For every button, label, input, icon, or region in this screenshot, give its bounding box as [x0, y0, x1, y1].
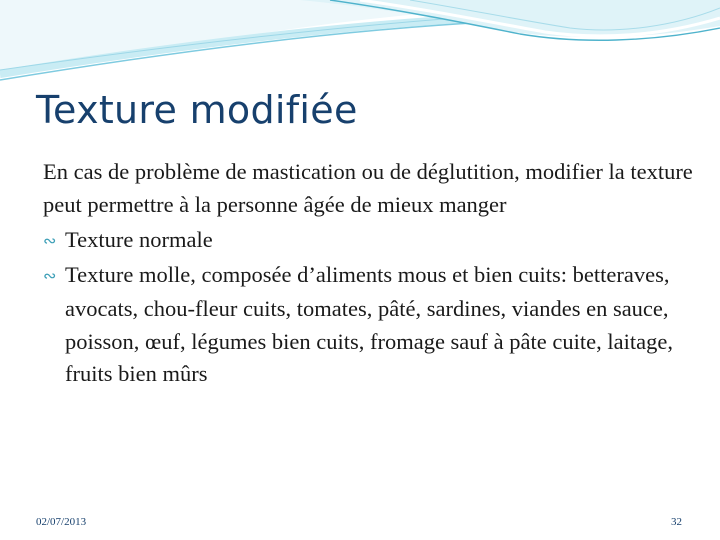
wavy-bullet-icon: ∾: [43, 267, 57, 285]
bullet-text: Texture molle, composée d’aliments mous et bien cuits: betteraves, avocats, chou-fleur cuits, tomates, pâté, sardines, viandes en sauce, poisson, œuf, légumes bien cuits, fromage sauf à pâte cuite, laitage, fruits bien mûrs: [65, 261, 673, 386]
intro-paragraph: En cas de problème de mastication ou de déglutition, modifier la texture peut permettre à la personne âgée de mieux manger: [43, 159, 693, 217]
wavy-bullet-icon: ∾: [43, 233, 57, 250]
bullet-item-texture-normale: [43, 224, 693, 259]
slide-title: Texture modifiée: [36, 88, 358, 132]
footer-date: 02/07/2013: [36, 516, 87, 528]
bullet-item-texture-molle: [43, 259, 693, 391]
decorative-wave-header: [0, 0, 720, 90]
footer-page-number: 32: [671, 516, 682, 528]
slide-body: [43, 156, 693, 391]
bullet-text: Texture normale: [65, 227, 213, 252]
